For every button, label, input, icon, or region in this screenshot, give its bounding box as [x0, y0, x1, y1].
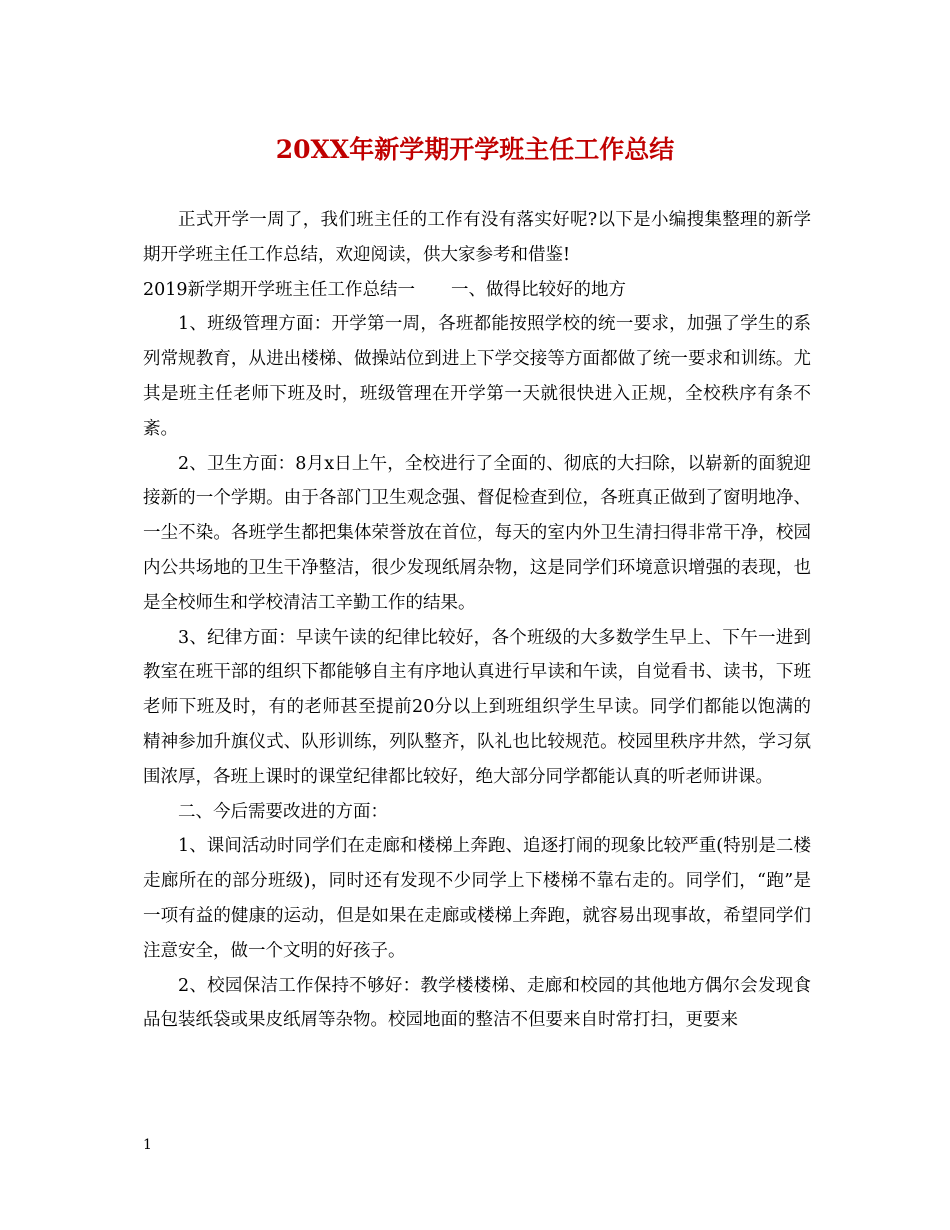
class-management-paragraph: 1、班级管理方面：开学第一周，各班都能按照学校的统一要求，加强了学生的系列常规教育，从进出楼梯、做操站位到进上下学交接等方面都做了统一要求和训练。尤其是班主任老师下班及时，班级管理在开学第一天就很快进入正规，全校秩序有条不紊。	[143, 314, 811, 439]
document-body	[143, 203, 811, 1038]
break-activity-paragraph: 1、课间活动时同学们在走廊和楼梯上奔跑、追逐打闹的现象比较严重(特别是二楼走廊所在的部分班级)，同时还有发现不少同学上下楼梯不靠右走的。同学们，“跑”是一项有益的健康的运动，但是如果在走廊或楼梯上奔跑，就容易出现事故，希望同学们注意安全，做一个文明的好孩子。	[143, 836, 811, 961]
document-title: 20XX年新学期开学班主任工作总结	[275, 135, 675, 164]
discipline-paragraph: 3、纪律方面：早读午读的纪律比较好，各个班级的大多数学生早上、下午一进到教室在班干部的组织下都能够自主有序地认真进行早读和午读，自觉看书、读书，下班老师下班及时，有的老师甚至提前20分以上到班组织学生早读。同学们都能以饱满的精神参加升旗仪式、队形训练，列队整齐，队礼也比较规范。校园里秩序井然，学习氛围浓厚，各班上课时的课堂纪律都比较好，绝大部分同学都能认真的听老师讲课。	[143, 627, 811, 787]
hygiene-paragraph: 2、卫生方面：8月x日上午，全校进行了全面的、彻底的大扫除，以崭新的面貌迎接新的一个学期。由于各部门卫生观念强、督促检查到位，各班真正做到了窗明地净、一尘不染。各班学生都把集体荣誉放在首位，每天的室内外卫生清扫得非常干净，校园内公共场地的卫生干净整洁，很少发现纸屑杂物，这是同学们环境意识增强的表现，也是全校师生和学校清洁工辛勤工作的结果。	[143, 453, 811, 613]
summary-subtitle: 2019新学期开学班主任工作总结一	[143, 279, 416, 300]
section-one-heading: 一、做得比较好的地方	[451, 279, 627, 300]
intro-paragraph: 正式开学一周了，我们班主任的工作有没有落实好呢?以下是小编搜集整理的新学期开学班主任工作总结，欢迎阅读，供大家参考和借鉴!	[143, 210, 811, 265]
cleaning-paragraph: 2、校园保洁工作保持不够好：教学楼楼梯、走廊和校园的其他地方偶尔会发现食品包装纸袋或果皮纸屑等杂物。校园地面的整洁不但要来自时常打扫，更要来	[143, 975, 811, 1031]
section-heading-line	[143, 273, 811, 308]
section-two-heading: 二、今后需要改进的方面：	[178, 801, 388, 822]
page-number: 1	[143, 1137, 152, 1153]
